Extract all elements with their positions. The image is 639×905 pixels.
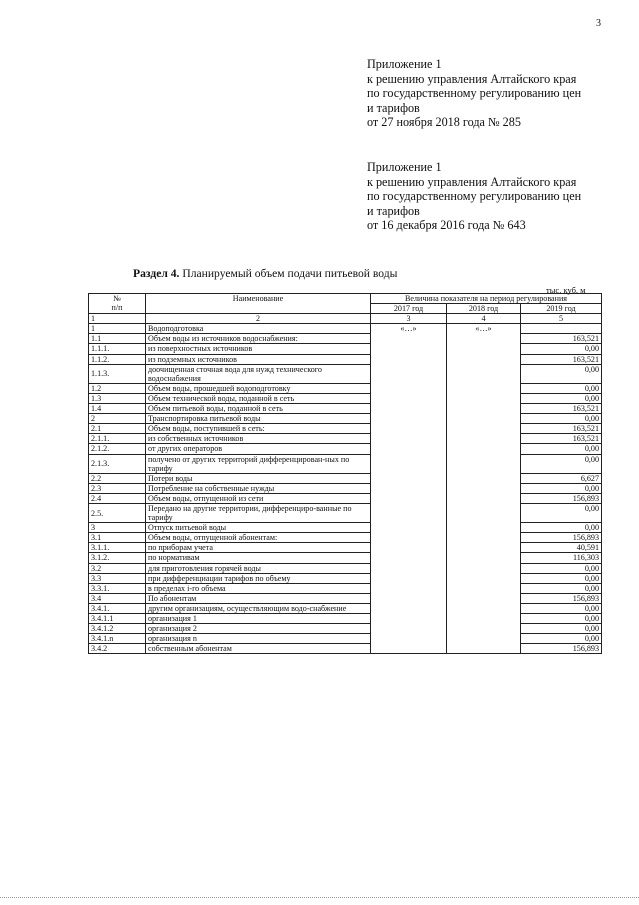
- year-2019-value: 0,00: [521, 454, 602, 473]
- year-2019-value: 0,00: [521, 383, 602, 393]
- row-name: из поверхностных источников: [146, 344, 371, 354]
- year-2019-value: 163,521: [521, 354, 602, 364]
- table-row: [89, 483, 602, 493]
- year-2019-value: 0,00: [521, 563, 602, 573]
- row-number: 1.3: [89, 393, 146, 403]
- year-2019-value: 0,00: [521, 523, 602, 533]
- row-number: 3.3.1.: [89, 583, 146, 593]
- table-row: [89, 414, 602, 424]
- row-name: Объем технической воды, поданной в сеть: [146, 393, 371, 403]
- table-row: [89, 444, 602, 454]
- appendix-line: по государственному регулированию цен: [367, 189, 582, 204]
- table-row: [89, 324, 602, 334]
- year-2019-value: 0,00: [521, 614, 602, 624]
- row-number: 1.1: [89, 334, 146, 344]
- row-name: другим организациям, осуществляющим водо-снабжение: [146, 603, 371, 613]
- table-row: [89, 473, 602, 483]
- row-number: 3.1.1.: [89, 543, 146, 553]
- table-row: [89, 573, 602, 583]
- row-number: 3.4.1.2: [89, 624, 146, 634]
- year-2019-value: 163,521: [521, 334, 602, 344]
- row-name: По абонентам: [146, 593, 371, 603]
- table-row: [89, 364, 602, 383]
- row-name: Объем воды, прошедшей водоподготовку: [146, 383, 371, 393]
- table-row: [89, 354, 602, 364]
- year-2019-value: 163,521: [521, 424, 602, 434]
- row-number: 1.2: [89, 383, 146, 393]
- year-2019-value: 156,893: [521, 644, 602, 654]
- row-name: организация n: [146, 634, 371, 644]
- row-name: доочищенная сточная вода для нужд технического водоснабжения: [146, 364, 371, 383]
- table-row: [89, 563, 602, 573]
- appendix-note-original: [367, 160, 581, 233]
- table-row: [89, 454, 602, 473]
- appendix-line: от 16 декабря 2016 года № 643: [367, 218, 526, 233]
- year-2019-value: 0,00: [521, 583, 602, 593]
- table-row: [89, 434, 602, 444]
- year-2019-value: 0,00: [521, 503, 602, 522]
- table-row: [89, 644, 602, 654]
- row-name: Потери воды: [146, 473, 371, 483]
- appendix-line: Приложение 1: [367, 57, 442, 71]
- row-name: от других операторов: [146, 444, 371, 454]
- year-2019-value: 163,521: [521, 434, 602, 444]
- row-name: организация 1: [146, 614, 371, 624]
- year-2019-value: 0,00: [521, 634, 602, 644]
- units-label: тыс. куб. м: [546, 285, 586, 295]
- appendix-line: по государственному регулированию цен: [367, 86, 582, 101]
- year-2019-value: 0,00: [521, 344, 602, 354]
- table-row: [89, 424, 602, 434]
- row-number: 2.1: [89, 424, 146, 434]
- year-2019-value: 0,00: [521, 573, 602, 583]
- row-number: 1: [89, 324, 146, 334]
- year-2019-value: 0,00: [521, 624, 602, 634]
- table-row: [89, 533, 602, 543]
- row-number: 3.4: [89, 593, 146, 603]
- header-number: [89, 294, 146, 314]
- table-row: [89, 553, 602, 563]
- header-year-2019: 2019 год: [521, 304, 602, 314]
- table-row: [89, 493, 602, 503]
- row-name: получено от других территорий дифференцирован-ных по тарифу: [146, 454, 371, 473]
- row-number: 2.1.1.: [89, 434, 146, 444]
- row-number: 2.5.: [89, 503, 146, 522]
- year-2019-value: 0,00: [521, 483, 602, 493]
- appendix-line: от 27 ноября 2018 года № 285: [367, 115, 521, 130]
- table-row: [89, 344, 602, 354]
- row-name: из собственных источников: [146, 434, 371, 444]
- header-period-group: Величина показателя на период регулирования: [371, 294, 602, 304]
- table-row: [89, 523, 602, 533]
- table-row: [89, 614, 602, 624]
- appendix-line: к решению управления Алтайского края: [367, 174, 577, 189]
- row-name: при дифференциации тарифов по объему: [146, 573, 371, 583]
- row-number: 3.1: [89, 533, 146, 543]
- year-2019-value: 156,893: [521, 493, 602, 503]
- index-cell: 1: [89, 314, 146, 324]
- row-number: 1.1.2.: [89, 354, 146, 364]
- row-number: 3.4.1.: [89, 603, 146, 613]
- row-name: Водоподготовка: [146, 324, 371, 334]
- year-2019-value: 0,00: [521, 414, 602, 424]
- index-cell: 2: [146, 314, 371, 324]
- row-name: по нормативам: [146, 553, 371, 563]
- header-year-2018: 2018 год: [447, 304, 521, 314]
- row-name: собственным абонентам: [146, 644, 371, 654]
- table-row: [89, 393, 602, 403]
- row-number: 2.1.3.: [89, 454, 146, 473]
- row-name: Отпуск питьевой воды: [146, 523, 371, 533]
- section-heading: Планируемый объем подачи питьевой воды: [182, 267, 398, 280]
- appendix-line: к решению управления Алтайского края: [367, 71, 577, 86]
- page-number: 3: [596, 18, 601, 29]
- year-2019-value: 0,00: [521, 393, 602, 403]
- row-number: 3.4.1.n: [89, 634, 146, 644]
- year-2019-value: 116,303: [521, 553, 602, 563]
- row-name: Передано на другие территории, дифференциро-ванные по тарифу: [146, 503, 371, 522]
- row-number: 3.2: [89, 563, 146, 573]
- table-row: [89, 593, 602, 603]
- index-cell: 3: [371, 314, 447, 324]
- table-body: [89, 324, 602, 654]
- header-year-2017: 2017 год: [371, 304, 447, 314]
- table-row: [89, 383, 602, 393]
- row-number: 1.1.1.: [89, 344, 146, 354]
- table-row: [89, 624, 602, 634]
- row-number: 3.4.2: [89, 644, 146, 654]
- year-2018-placeholder: «…»: [447, 324, 521, 654]
- row-number: 1.4: [89, 404, 146, 414]
- row-number: 2.2: [89, 473, 146, 483]
- section-title: [133, 267, 397, 280]
- row-number: 2.3: [89, 483, 146, 493]
- row-name: Объем воды, отпущенной абонентам:: [146, 533, 371, 543]
- row-name: Транспортировка питьевой воды: [146, 414, 371, 424]
- appendix-line: и тарифов: [367, 100, 420, 115]
- row-name: Объем воды, поступившей в сеть:: [146, 424, 371, 434]
- row-number: 3.1.2.: [89, 553, 146, 563]
- year-2019-value: 0,00: [521, 444, 602, 454]
- row-name: Объем воды, отпущенной из сети: [146, 493, 371, 503]
- header-name: Наименование: [146, 294, 371, 314]
- row-name: Потребление на собственные нужды: [146, 483, 371, 493]
- year-2019-value: 156,893: [521, 533, 602, 543]
- row-number: 2.4: [89, 493, 146, 503]
- year-2019-value: 40,591: [521, 543, 602, 553]
- index-cell: 4: [447, 314, 521, 324]
- table-row: [89, 634, 602, 644]
- row-number: 2.1.2.: [89, 444, 146, 454]
- row-number: 3: [89, 523, 146, 533]
- water-supply-table: [88, 293, 602, 654]
- table-row: [89, 603, 602, 613]
- appendix-line: Приложение 1: [367, 160, 442, 174]
- appendix-note-current: [367, 57, 581, 130]
- row-number: 2: [89, 414, 146, 424]
- year-2019-value: 0,00: [521, 364, 602, 383]
- row-number: 1.1.3.: [89, 364, 146, 383]
- section-label: Раздел 4.: [133, 267, 180, 280]
- year-2019-value: 0,00: [521, 603, 602, 613]
- index-cell: 5: [521, 314, 602, 324]
- appendix-line: и тарифов: [367, 203, 420, 218]
- row-name: в пределах i-го объема: [146, 583, 371, 593]
- year-2019-value: 163,521: [521, 404, 602, 414]
- row-number: 3.4.1.1: [89, 614, 146, 624]
- year-2019-value: 6,627: [521, 473, 602, 483]
- header-number-label: № п/п: [111, 294, 123, 313]
- row-name: для приготовления горячей воды: [146, 563, 371, 573]
- row-name: Объем воды из источников водоснабжения:: [146, 334, 371, 344]
- row-name: Объем питьевой воды, поданной в сеть: [146, 404, 371, 414]
- page-bottom-rule: [0, 897, 639, 898]
- year-2019-value: 156,893: [521, 593, 602, 603]
- table-row: [89, 583, 602, 593]
- row-number: 3.3: [89, 573, 146, 583]
- row-name: из подземных источников: [146, 354, 371, 364]
- table-row: [89, 334, 602, 344]
- row-name: по приборам учета: [146, 543, 371, 553]
- table-row: [89, 503, 602, 522]
- year-2017-placeholder: «…»: [371, 324, 447, 654]
- year-2019-value: [521, 324, 602, 334]
- row-name: организация 2: [146, 624, 371, 634]
- table-row: [89, 404, 602, 414]
- table-row: [89, 543, 602, 553]
